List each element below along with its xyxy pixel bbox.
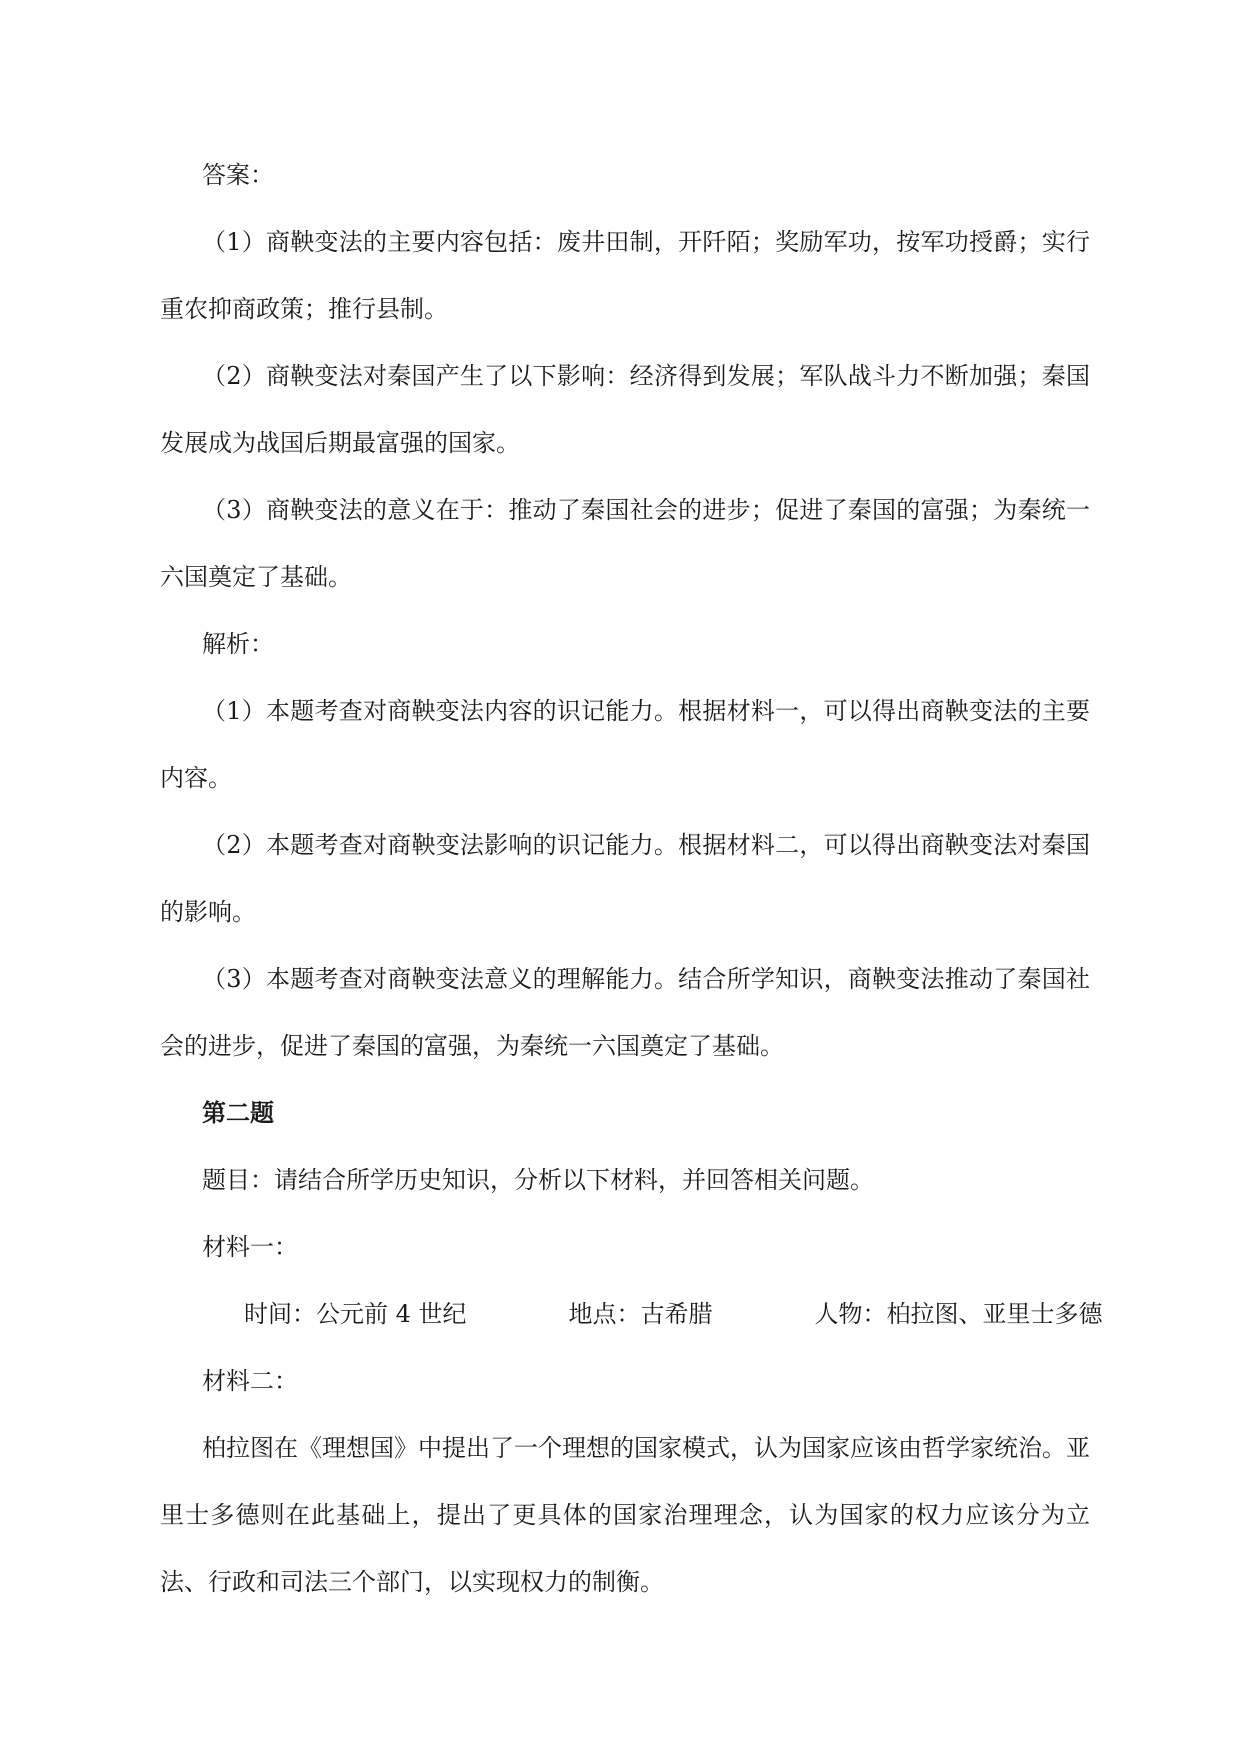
section-title: 第二题: [202, 1099, 274, 1127]
answer-label: 答案：: [202, 161, 274, 189]
answer-paragraph-2: （2）商鞅变法对秦国产生了以下影响：经济得到发展；军队战斗力不断加强；秦国发展成为战国后期最富强的国家。: [160, 362, 1090, 457]
material1-time: 时间：公元前 4 世纪: [244, 1300, 467, 1328]
analysis-paragraph-2: （2）本题考查对商鞅变法影响的识记能力。根据材料二，可以得出商鞅变法对秦国的影响。: [160, 831, 1090, 926]
document-body: [160, 142, 1103, 1616]
material1-info: [160, 1281, 1103, 1348]
analysis-paragraph-3: （3）本题考查对商鞅变法意义的理解能力。结合所学知识，商鞅变法推动了秦国社会的进步，促进了秦国的富强，为秦统一六国奠定了基础。: [160, 965, 1090, 1060]
answer-paragraph-1: （1）商鞅变法的主要内容包括：废井田制，开阡陌；奖励军功，按军功授爵；实行重农抑商政策；推行县制。: [160, 228, 1090, 323]
answer-paragraph-3: （3）商鞅变法的意义在于：推动了秦国社会的进步；促进了秦国的富强；为秦统一六国奠定了基础。: [160, 496, 1090, 591]
material1-place: 地点：古希腊: [568, 1300, 713, 1328]
material1-people: 人物：柏拉图、亚里士多德: [814, 1300, 1103, 1328]
material1-label: 材料一：: [202, 1233, 298, 1261]
material2-label: 材料二：: [202, 1367, 298, 1395]
analysis-paragraph-1: （1）本题考查对商鞅变法内容的识记能力。根据材料一，可以得出商鞅变法的主要内容。: [160, 697, 1090, 792]
analysis-label: 解析：: [202, 630, 274, 658]
material2-text: 柏拉图在《理想国》中提出了一个理想的国家模式，认为国家应该由哲学家统治。亚里士多德则在此基础上，提出了更具体的国家治理理念，认为国家的权力应该分为立法、行政和司法三个部门，以实现权力的制衡。: [160, 1434, 1090, 1596]
question-text: 题目：请结合所学历史知识，分析以下材料，并回答相关问题。: [202, 1166, 874, 1194]
